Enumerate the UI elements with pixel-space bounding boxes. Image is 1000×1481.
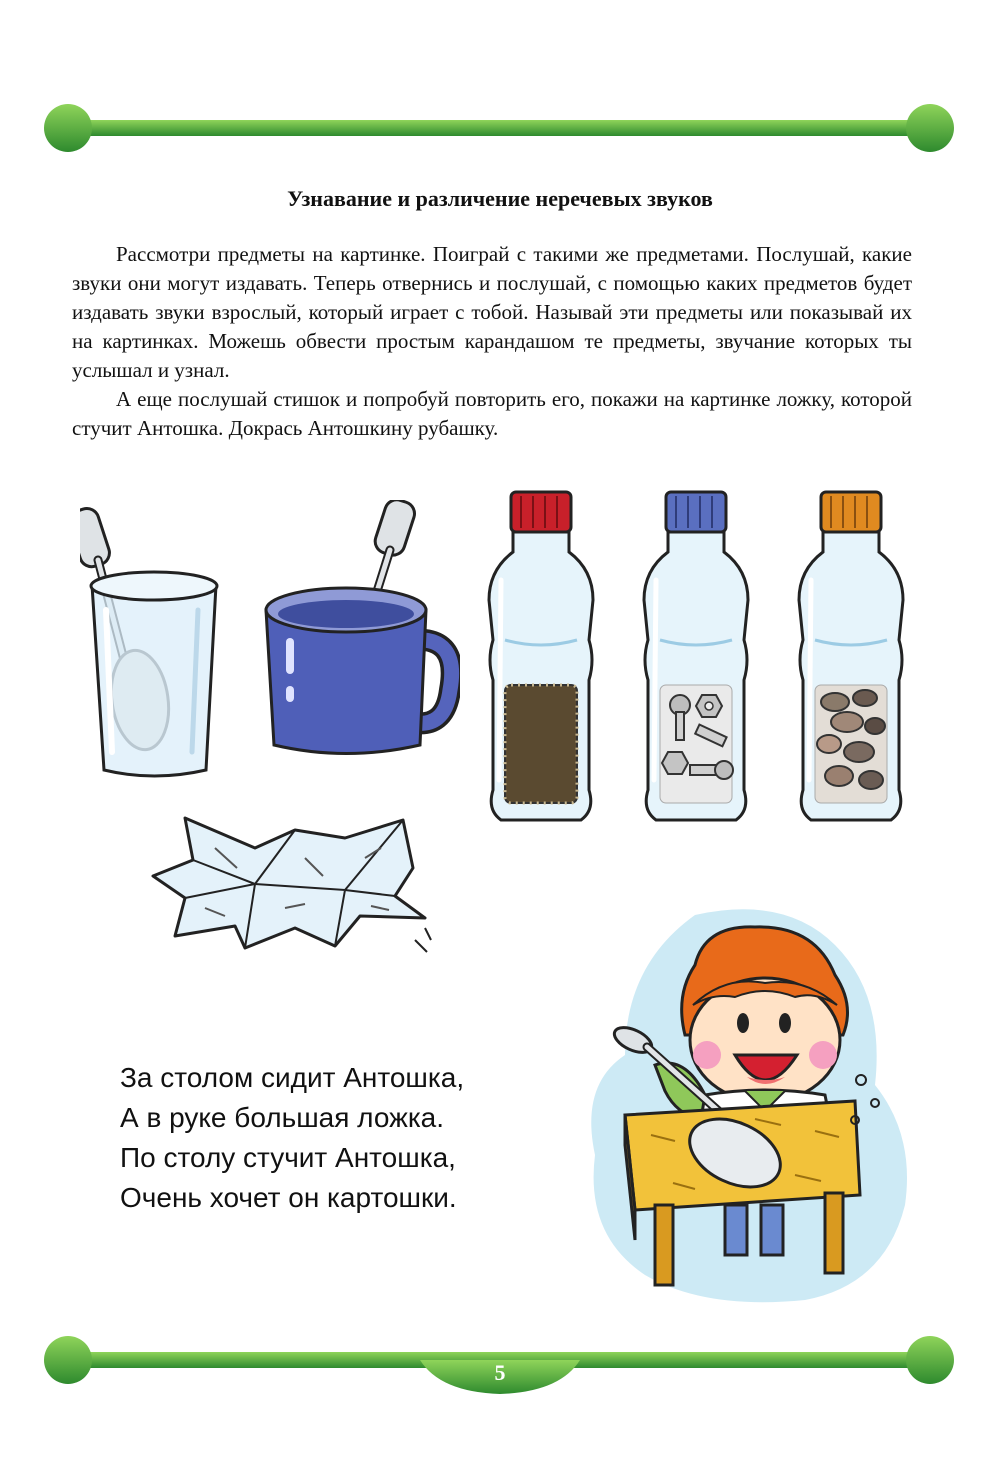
boy-antoshka-icon (585, 905, 925, 1310)
poem-line-3: По столу стучит Антошка, (120, 1142, 456, 1173)
page-title: Узнавание и различение неречевых звуков (287, 186, 713, 211)
poem (120, 1058, 464, 1218)
mug-with-spoon-icon (250, 500, 460, 765)
poem-line-1: За столом сидит Антошка, (120, 1062, 465, 1093)
bottle-with-pebbles-icon (795, 490, 907, 830)
poem-line-4: Очень хочет он картошки. (120, 1182, 457, 1213)
crumpled-paper-icon (145, 808, 435, 958)
page-number: 5 (494, 1360, 506, 1385)
glass-with-spoon-icon (80, 490, 230, 790)
instruction-paragraph-2: А еще послушай стишок и попробуй повторить его, покажи на картинке ложку, которой стучит Антошка. Докрась Антошкину рубашку. (72, 387, 912, 440)
instruction-text (72, 240, 912, 443)
instruction-paragraph-1: Рассмотри предметы на картинке. Поиграй с такими же предметами. Послушай, какие звуки они могут издавать. Теперь отвернись и послушай, с помощью каких предметов будет издавать звуки взрослый, который играет с тобой. Называй эти предметы или показывай их на картинках. Можешь обвести простым карандашом те предметы, звучание которых ты услышал и узнал. (72, 242, 912, 382)
poem-line-2: А в руке большая ложка. (120, 1102, 445, 1133)
bottle-with-bolts-icon (640, 490, 752, 830)
top-decorative-bar (0, 98, 1000, 158)
bottle-with-grain-icon (485, 490, 597, 830)
